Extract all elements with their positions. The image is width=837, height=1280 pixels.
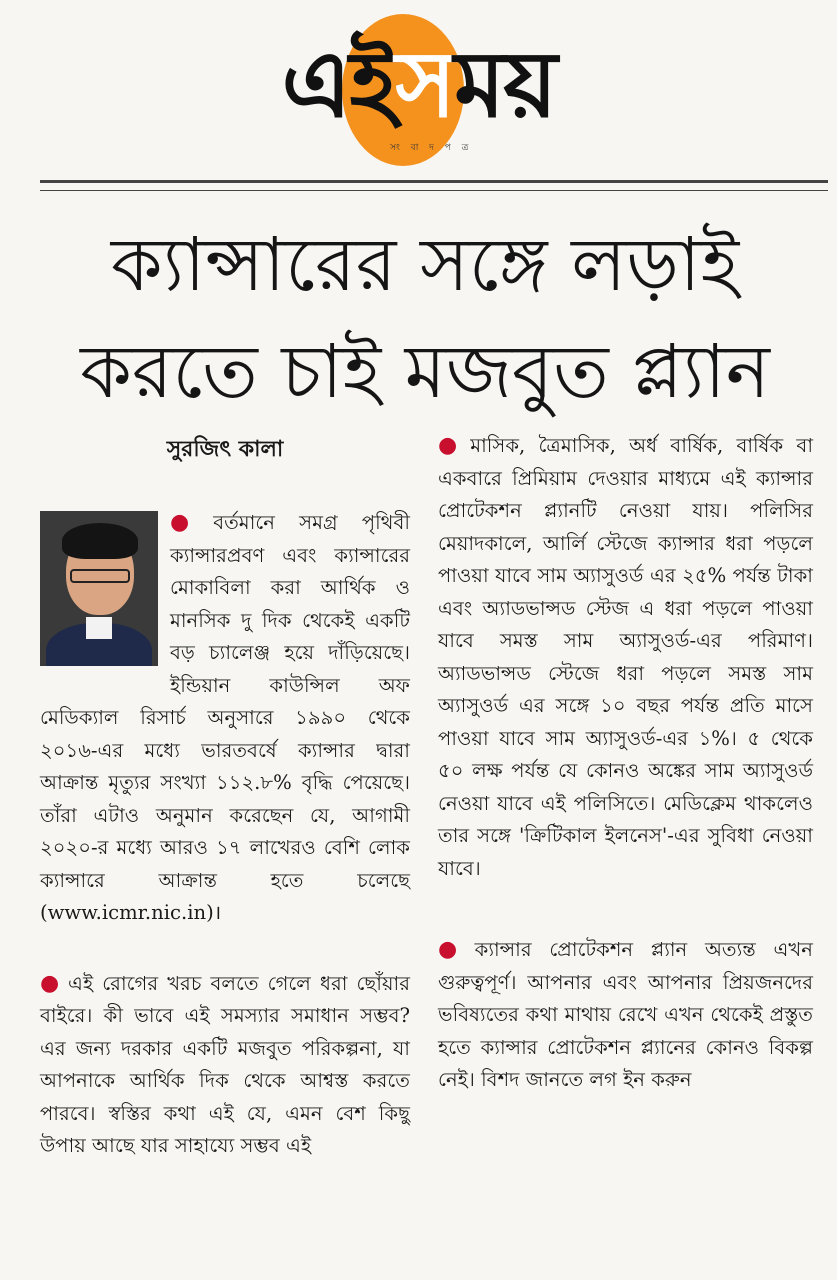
bullet-icon: ● <box>438 433 465 458</box>
left-paragraph-2: ● এই রোগের খরচ বলতে গেলে ধরা ছোঁয়ার বাইরে। কী ভাবে এই সমস্যার সমাধান সম্ভব? এর জন্য দরকার একটি মজবুত পরিকল্পনা, যা আপনাকে আর্থিক দিক থেকে আশ্বস্ত করতে পারবে। স্বস্তির কথা এই যে, এমন বেশ কিছু উপায় আছে যার সাহায্যে সম্ভব এই <box>40 970 410 1157</box>
article-headline <box>30 212 820 426</box>
headline-line-2: করতে চাই মজবুত প্ল্যান <box>80 329 770 415</box>
photo-hair <box>62 523 138 559</box>
logo-subtitle: সং বা দ প ত্র <box>390 143 473 153</box>
photo-glasses <box>70 569 130 583</box>
bullet-icon: ● <box>170 510 208 535</box>
logo-mid: স <box>395 31 455 138</box>
left-column <box>40 430 410 1163</box>
right-column <box>438 430 813 1097</box>
headline-line-1: ক্যান্সারের সঙ্গে লড়াই <box>110 222 740 308</box>
photo-collar <box>86 617 112 639</box>
bullet-icon: ● <box>438 937 469 962</box>
author-photo <box>40 511 158 666</box>
author-byline: সুরজিৎ কালা <box>166 437 284 462</box>
masthead <box>0 0 837 178</box>
logo-left: এই <box>281 31 396 138</box>
left-paragraph-1: ● বর্তমানে সমগ্র পৃথিবী ক্যান্সারপ্রবণ এবং ক্যান্সারের মোকাবিলা করা আর্থিক ও মানসিক দু দিক থেকেই একটি বড় চ্যালেঞ্জ হয়ে দাঁড়িয়েছে। ইন্ডিয়ান কাউন্সিল অফ মেডিক্যাল রিসার্চ অনুসারে ১৯৯০ থেকে ২০১৬-এর মধ্যে ভারতবর্ষে ক্যান্সার দ্বারা আক্রান্ত মৃত্যুর সংখ্যা ১১২.৮% বৃদ্ধি পেয়েছে। তাঁরা এটাও অনুমান করেছেন যে, আগামী ২০২০-র মধ্যে আরও ১৭ লাখেরও বেশি লোক ক্যান্সারে আক্রান্ত হতে চলেছে (www.icmr.nic.in)। <box>40 510 410 924</box>
paragraph-gap <box>438 885 813 934</box>
paragraph-gap <box>40 930 410 968</box>
newspaper-logo <box>0 30 837 140</box>
bullet-icon: ● <box>40 970 63 996</box>
divider-thick <box>40 180 828 183</box>
logo-right: ময় <box>454 31 556 138</box>
right-paragraph-1: ● মাসিক, ত্রৈমাসিক, অর্ধ বার্ষিক, বার্ষিক বা একবারে প্রিমিয়াম দেওয়ার মাধ্যমে এই ক্যান্সার প্রোটেকশন প্ল্যানটি নেওয়া যায়। পলিসির মেয়াদকালে, আর্লি স্টেজে ক্যান্সার ধরা পড়লে পাওয়া যাবে সাম অ্যাসুওর্ড এর ২৫% পর্যন্ত টাকা এবং অ্যাডভান্সড স্টেজ এ ধরা পড়লে পাওয়া যাবে সমস্ত সাম অ্যাসুওর্ড-এর পরিমাণ। অ্যাডভান্সড স্টেজে ধরা পড়লে সমস্ত সাম অ্যাসুওর্ড এর সঙ্গে ১০ বছর পর্যন্ত প্রতি মাসে পাওয়া যাবে সাম অ্যাসুওর্ড-এর ১%। ৫ থেকে ৫০ লক্ষ পর্যন্ত যে কোনও অঙ্কের সাম অ্যাসুওর্ড নেওয়া যাবে এই পলিসিতে। মেডিক্লেম থাকলেও তার সঙ্গে 'ক্রিটিকাল ইলনেস'-এর সুবিধা নেওয়া যাবে। <box>438 433 814 880</box>
right-paragraph-2: ● ক্যান্সার প্রোটেকশন প্ল্যান অত্যন্ত এখন গুরুত্বপূর্ণ। আপনার এবং আপনার প্রিয়জনদের ভবিষ্যতের কথা মাথায় রেখে এখন থেকেই প্রস্তুত হতে ক্যান্সার প্রোটেকশন প্ল্যানের কোনও বিকল্প নেই। বিশদ জানতে লগ ইন করুন <box>438 937 813 1091</box>
divider-thin <box>40 190 828 191</box>
